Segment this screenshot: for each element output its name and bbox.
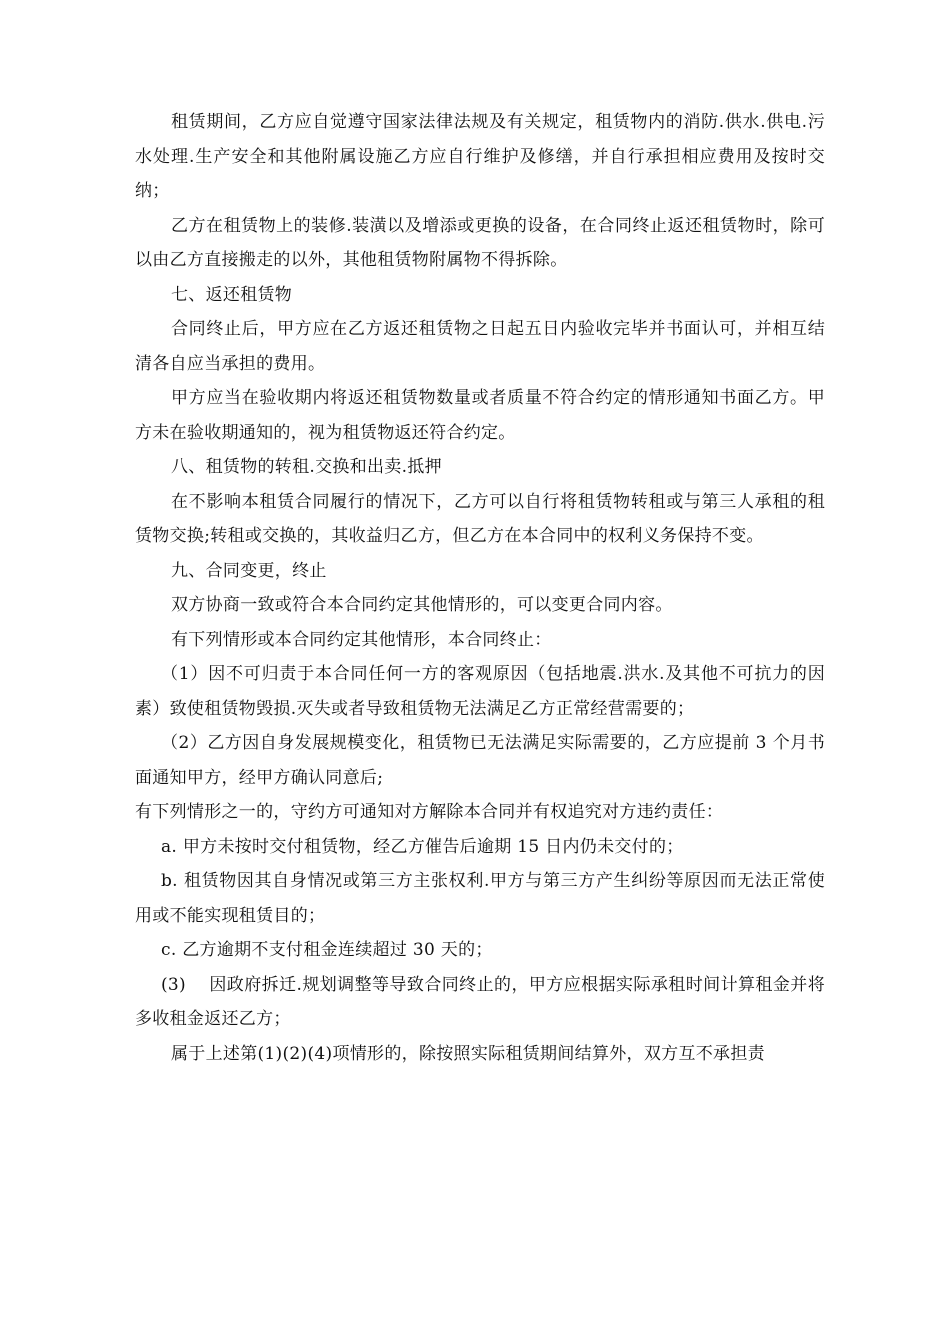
list-item-force-majeure: （1）因不可归责于本合同任何一方的客观原因（包括地震.洪水.及其他不可抗力的因素）致使租赁物毁损.灭失或者导致租赁物无法满足乙方正常经营需要的； — [135, 664, 825, 719]
section-heading-termination: 九、合同变更，终止 — [171, 560, 327, 581]
paragraph-rescission: 有下列情形之一的，守约方可通知对方解除本合同并有权追究对方违约责任： — [135, 802, 724, 822]
paragraph-inspection: 合同终止后，甲方应在乙方返还租赁物之日起五日内验收完毕并书面认可，并相互结清各自应当承担的费用。 — [135, 319, 825, 374]
list-item-a: a. 甲方未按时交付租赁物，经乙方催告后逾期 15 日内仍未交付的； — [161, 836, 684, 857]
list-item-b: b. 租赁物因其自身情况或第三方主张权利.甲方与第三方产生纠纷等原因而无法正常使用或不能实现租赁目的； — [135, 871, 825, 926]
paragraph-maintenance: 租赁期间，乙方应自觉遵守国家法律法规及有关规定，租赁物内的消防.供水.供电.污水处理.生产安全和其他附属设施乙方应自行维护及修缮，并自行承担相应费用及按时交纳； — [135, 112, 825, 201]
list-item-scale-change: （2）乙方因自身发展规模变化，租赁物已无法满足实际需要的，乙方应提前 3 个月书面通知甲方，经甲方确认同意后; — [135, 733, 825, 788]
paragraph-notice: 甲方应当在验收期内将返还租赁物数量或者质量不符合约定的情形通知书面乙方。甲方未在验收期通知的，视为租赁物返还符合约定。 — [135, 388, 825, 443]
paragraph-decoration: 乙方在租赁物上的装修.装潢以及增添或更换的设备，在合同终止返还租赁物时，除可以由乙方直接搬走的以外，其他租赁物附属物不得拆除。 — [135, 215, 825, 270]
paragraph-sublease: 在不影响本租赁合同履行的情况下，乙方可以自行将租赁物转租或与第三人承租的租赁物交换;转租或交换的，其收益归乙方，但乙方在本合同中的权利义务保持不变。 — [135, 491, 825, 546]
paragraph-termination-cases: 有下列情形或本合同约定其他情形，本合同终止： — [171, 629, 552, 650]
list-item-c: c. 乙方逾期不支付租金连续超过 30 天的； — [161, 940, 493, 960]
section-heading-sublease: 八、租赁物的转租.交换和出卖.抵押 — [171, 457, 442, 477]
paragraph-change: 双方协商一致或符合本合同约定其他情形的，可以变更合同内容。 — [171, 595, 673, 615]
list-item-demolition: (3) 因政府拆迁.规划调整等导致合同终止的，甲方应根据实际承租时间计算租金并将多收租金返还乙方； — [135, 974, 825, 1029]
section-heading-return: 七、返还租赁物 — [171, 284, 293, 305]
paragraph-settlement: 属于上述第(1)(2)(4)项情形的，除按照实际租赁期间结算外，双方互不承担责 — [171, 1043, 765, 1064]
contract-body — [135, 105, 825, 1071]
